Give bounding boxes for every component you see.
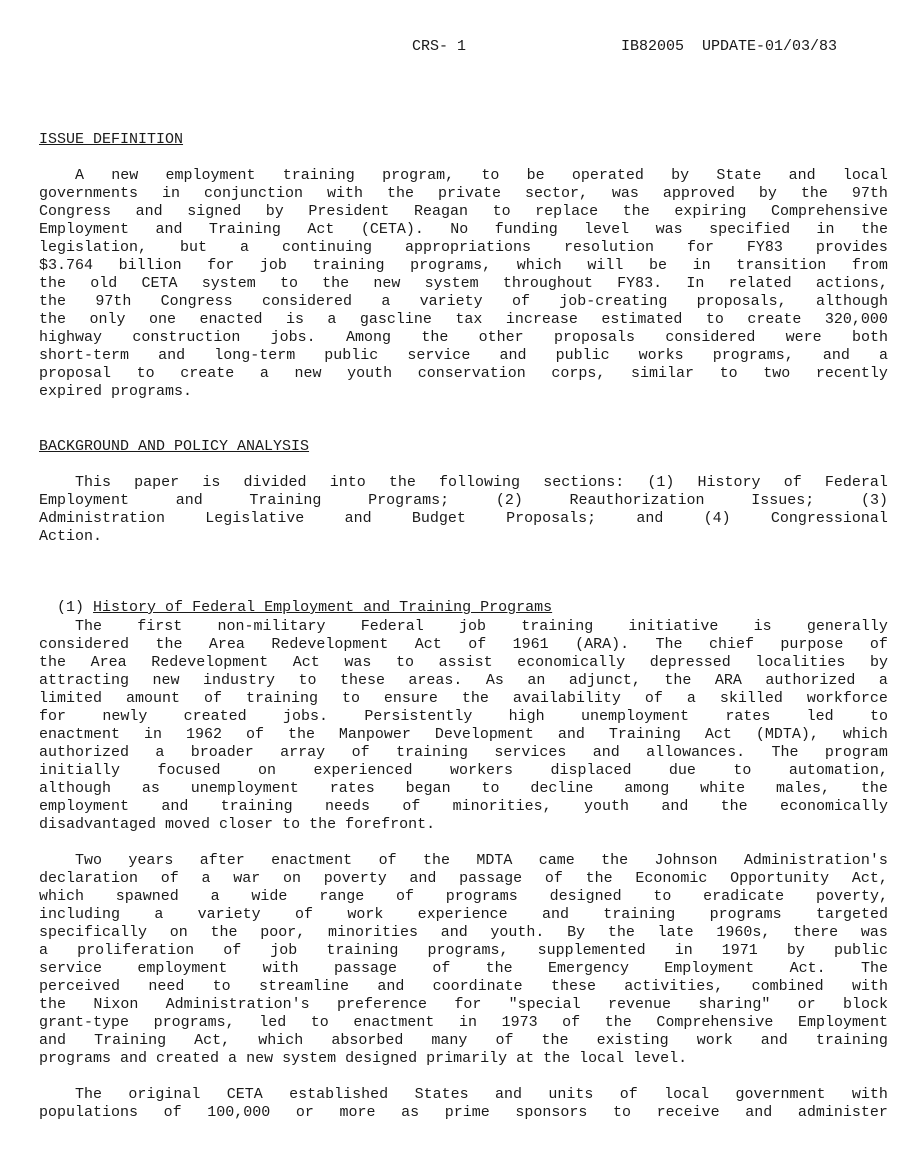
background-heading: BACKGROUND AND POLICY ANALYSIS [39, 438, 310, 455]
text-line: The first non-military Federal job training initiative is generally [75, 618, 888, 635]
text-line: populations of 100,000 or more as prime sponsors to receive and administer [39, 1104, 888, 1121]
text-line: Administration Legislative and Budget Proposals; and (4) Congressional [39, 510, 888, 527]
text-line: the only one enacted is a gascline tax increase estimated to create 320,000 [39, 311, 888, 328]
text-line: Congress and signed by President Reagan to replace the expiring Comprehensive [39, 203, 888, 220]
text-line: proposal to create a new youth conservation corps, similar to two recently [39, 365, 888, 382]
text-line: the 97th Congress considered a variety of job-creating proposals, although [39, 293, 888, 310]
text-line: the Area Redevelopment Act was to assist economically depressed localities by [39, 654, 888, 671]
text-line: governments in conjunction with the private sector, was approved by the 97th [39, 185, 888, 202]
history-paragraph-2 [39, 852, 888, 1068]
history-paragraph-3 [39, 1086, 888, 1122]
text-line: employment and training needs of minorities, youth and the economically [39, 798, 888, 815]
text-line: disadvantaged moved closer to the forefront. [39, 816, 436, 833]
text-line: for newly created jobs. Persistently high unemployment rates led to [39, 708, 888, 725]
issue-definition-paragraph [39, 167, 888, 401]
text-line: The original CETA established States and units of local government with [75, 1086, 888, 1103]
text-line: grant-type programs, led to enactment in 1973 of the Comprehensive Employment [39, 1014, 888, 1031]
background-paragraph [39, 474, 888, 546]
text-line: $3.764 billion for job training programs, which will be in transition from [39, 257, 888, 274]
text-line: and Training Act, which absorbed many of the existing work and training [39, 1032, 888, 1049]
text-line: Action. [39, 528, 103, 545]
text-line: enactment in 1962 of the Manpower Development and Training Act (MDTA), which [39, 726, 888, 743]
history-heading [39, 582, 552, 616]
issue-definition-heading: ISSUE DEFINITION [39, 131, 184, 148]
text-line: a proliferation of job training programs, supplemented in 1971 by public [39, 942, 888, 959]
text-line: limited amount of training to ensure the availability of a skilled workforce [39, 690, 888, 707]
text-line: although as unemployment rates began to decline among white males, the [39, 780, 888, 797]
text-line: the old CETA system to the new system throughout FY83. In related actions, [39, 275, 888, 292]
text-line: including a variety of work experience and training programs targeted [39, 906, 888, 923]
text-line: Employment and Training Act (CETA). No funding level was specified in the [39, 221, 888, 238]
text-line: authorized a broader array of training services and allowances. The program [39, 744, 888, 761]
text-line: highway construction jobs. Among the other proposals considered were both [39, 329, 888, 346]
text-line: declaration of a war on poverty and passage of the Economic Opportunity Act, [39, 870, 888, 887]
text-line: Employment and Training Programs; (2) Reauthorization Issues; (3) [39, 492, 888, 509]
text-line: This paper is divided into the following sections: (1) History of Federal [75, 474, 888, 491]
history-heading-title: History of Federal Employment and Training Programs [93, 599, 553, 616]
text-line: service employment with passage of the Emergency Employment Act. The [39, 960, 888, 977]
text-line: short-term and long-term public service and public works programs, and a [39, 347, 888, 364]
text-line: perceived need to streamline and coordinate these activities, combined with [39, 978, 888, 995]
text-line: legislation, but a continuing appropriations resolution for FY83 provides [39, 239, 888, 256]
history-section-number: (1) [57, 599, 85, 616]
header-issue-brief-update: IB82005 UPDATE-01/03/83 [621, 38, 838, 55]
text-line: specifically on the poor, minorities and youth. By the late 1960s, there was [39, 924, 888, 941]
text-line: the Nixon Administration's preference for "special revenue sharing" or block [39, 996, 888, 1013]
text-line: Two years after enactment of the MDTA came the Johnson Administration's [75, 852, 888, 869]
text-line: programs and created a new system designed primarily at the local level. [39, 1050, 688, 1067]
text-line: considered the Area Redevelopment Act of 1961 (ARA). The chief purpose of [39, 636, 888, 653]
header-crs-label: CRS- 1 [412, 38, 467, 55]
text-line: attracting new industry to these areas. As an adjunct, the ARA authorized a [39, 672, 888, 689]
text-line: A new employment training program, to be operated by State and local [75, 167, 888, 184]
text-line: expired programs. [39, 383, 193, 400]
text-line: which spawned a wide range of programs designed to eradicate poverty, [39, 888, 888, 905]
history-paragraph-1 [39, 618, 888, 834]
text-line: initially focused on experienced workers displaced due to automation, [39, 762, 888, 779]
